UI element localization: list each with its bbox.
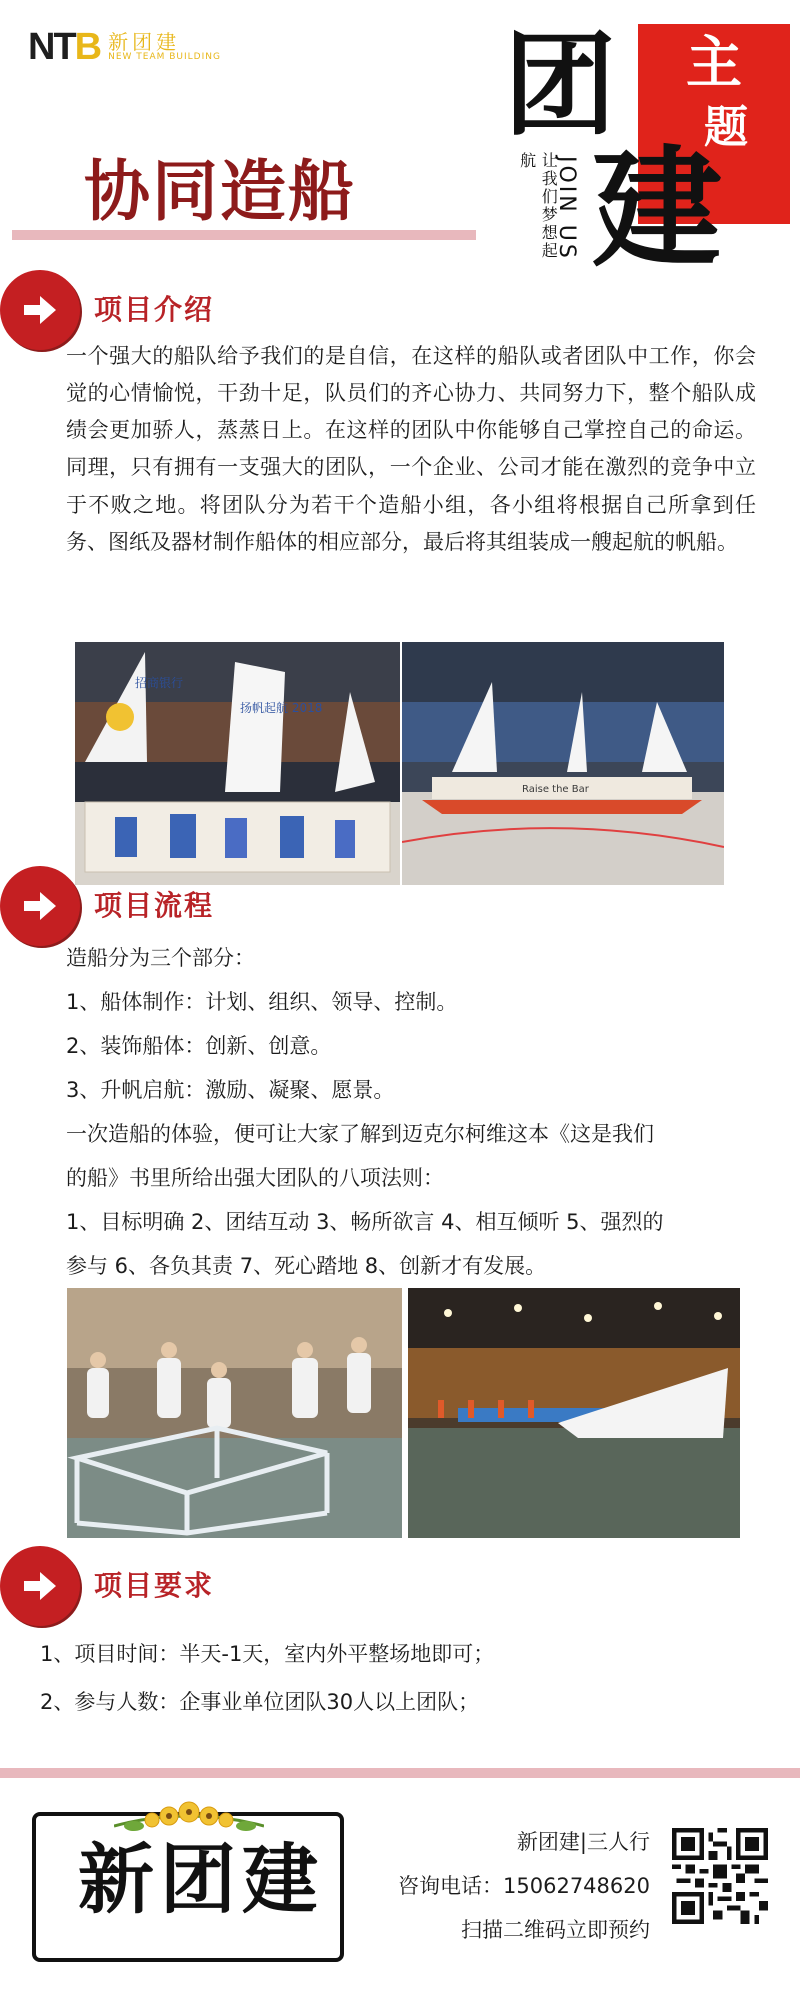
logo	[28, 26, 221, 69]
process-line: 造船分为三个部分：	[66, 946, 255, 970]
badge-char-jian: 建	[592, 133, 723, 285]
arrow-right-icon	[0, 1546, 80, 1626]
badge-slogan: 让我们梦想起航	[517, 152, 559, 260]
badge-char-zhu: 主	[686, 31, 742, 96]
requirement-line: 2、参与人数：企事业单位团队30人以上团队；	[40, 1690, 480, 1714]
logo-name-en: NEW TEAM BUILDING	[108, 52, 221, 63]
hull-text: Raise the Bar	[522, 784, 589, 795]
sail-text-1: 招商银行	[135, 676, 184, 690]
logo-name-cn: 新团建	[108, 30, 181, 55]
sunflower-icon	[114, 1796, 264, 1836]
title-underline	[12, 230, 476, 240]
logo-mark-b: B	[74, 26, 101, 68]
process-line: 1、船体制作：计划、组织、领导、控制。	[66, 990, 458, 1014]
process-line: 2、装饰船体：创新、创意。	[66, 1034, 332, 1058]
contact-phone: 咨询电话：15062748620	[398, 1874, 650, 1898]
badge-join-us: JOIN US	[554, 156, 579, 261]
process-line: 3、升帆启航：激励、凝聚、愿景。	[66, 1078, 395, 1102]
logo-mark: NT	[28, 26, 75, 68]
footer-divider	[0, 1768, 800, 1778]
contact-brand: 新团建|三人行	[516, 1830, 650, 1854]
photo-boats-decorated	[75, 642, 400, 885]
process-line: 1、目标明确 2、团结互动 3、畅所欲言 4、相互倾听 5、强烈的	[66, 1210, 664, 1234]
process-line: 参与 6、各负其责 7、死心踏地 8、创新才有发展。	[66, 1254, 547, 1278]
section-header-requirements	[0, 1546, 400, 1636]
section-title: 项目流程	[94, 889, 215, 922]
section-title: 项目要求	[94, 1569, 215, 1602]
photo-building-frame	[67, 1288, 402, 1538]
requirement-line: 1、项目时间：半天-1天，室内外平整场地即可；	[40, 1642, 495, 1666]
brand-box	[32, 1812, 344, 1962]
page-title: 协同造船	[84, 153, 356, 230]
sail-text-2: 扬帆起航 2018	[240, 701, 323, 715]
photo-boat-in-arena	[402, 642, 724, 885]
section-title: 项目介绍	[94, 293, 215, 326]
arrow-right-icon	[0, 866, 80, 946]
process-line: 的船》书里所给出强大团队的八项法则：	[66, 1166, 444, 1190]
intro-paragraph: 一个强大的船队给予我们的是自信，在这样的船队或者团队中工作，你会觉的心情愉悦，干劲十足，队员们的齐心协力、共同努力下，整个船队成绩会更加骄人，蒸蒸日上。在这样的团队中你能够自己掌控自己的命运。同理，只有拥有一支强大的团队，一个企业、公司才能在激烈的竞争中立于不败之地。将团队分为若干个造船小组，各小组将根据自己所拿到任务、图纸及器材制作船体的相应部分，最后将其组装成一艘起航的帆船。	[66, 344, 756, 554]
brand-name: 新团建	[78, 1835, 324, 1924]
theme-badge	[500, 21, 790, 285]
process-line: 一次造船的体验，便可让大家了解到迈克尔柯维这本《这是我们	[66, 1122, 654, 1146]
qr-code-icon[interactable]	[672, 1828, 768, 1924]
badge-char-ti: 题	[704, 102, 748, 153]
badge-char-tuan: 团	[504, 21, 616, 151]
photo-boat-hall	[408, 1288, 740, 1538]
contact-scan: 扫描二维码立即预约	[461, 1918, 650, 1942]
